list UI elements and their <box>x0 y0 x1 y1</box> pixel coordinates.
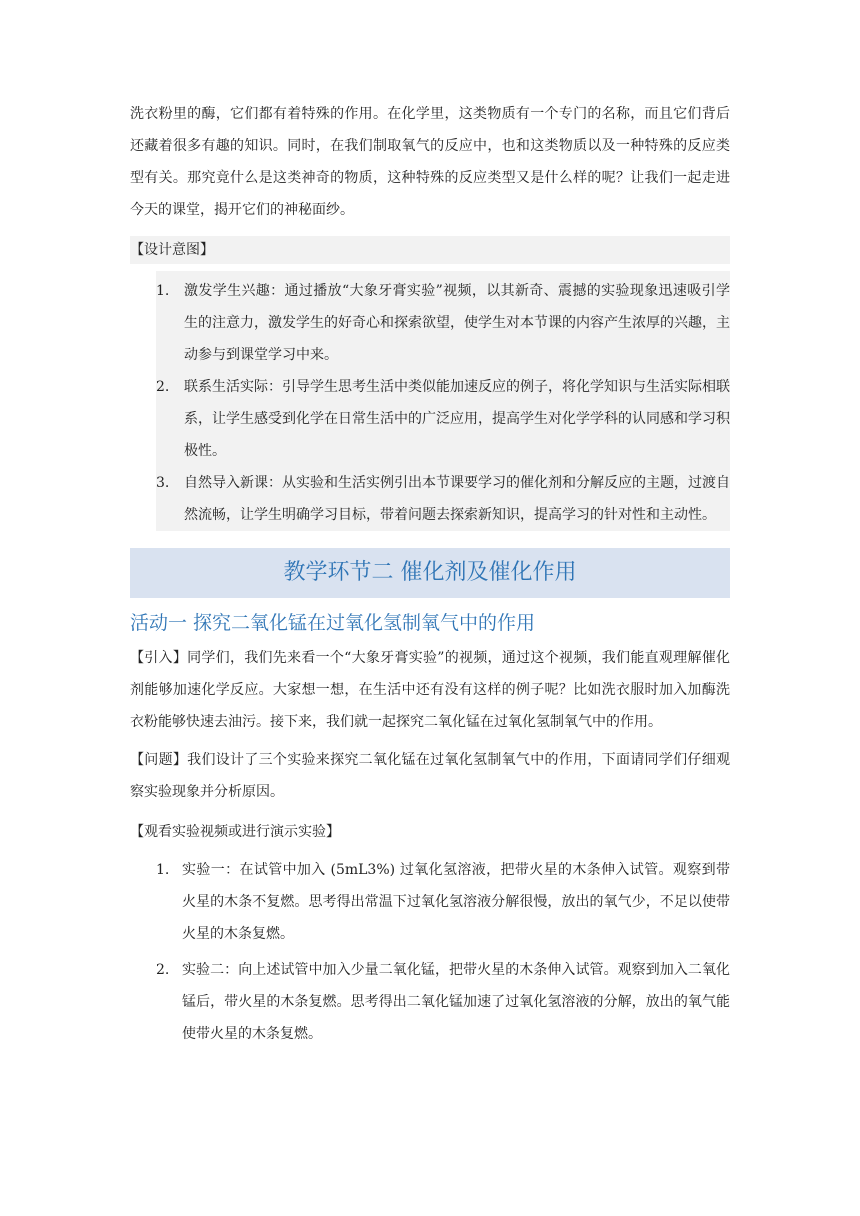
list-item <box>156 467 730 531</box>
section-title: 教学环节二 催化剂及催化作用 <box>130 548 730 598</box>
list-number: 1. <box>156 283 170 299</box>
document-content <box>130 98 730 1054</box>
list-item <box>156 275 730 371</box>
question-paragraph: 【问题】我们设计了三个实验来探究二氧化锰在过氧化氢制氧气中的作用，下面请同学们仔细观察实验现象并分析原因。 <box>130 752 730 800</box>
design-intent-heading: 【设计意图】 <box>130 236 730 264</box>
list-number: 3. <box>156 475 170 491</box>
intro-paragraph: 洗衣粉里的酶，它们都有着特殊的作用。在化学里，这类物质有一个专门的名称，而且它们背后还藏着很多有趣的知识。同时，在我们制取氧气的反应中，也和这类物质以及一种特殊的反应类型有关。那究竟什么是这类神奇的物质，这种特殊的反应类型又是什么样的呢？让我们一起走进今天的课堂，揭开它们的神秘面纱。 <box>130 106 730 218</box>
list-item <box>130 954 730 1050</box>
intro-label-paragraph: 【引入】同学们，我们先来看一个“大象牙膏实验”的视频，通过这个视频，我们能直观理解催化剂能够加速化学反应。大家想一想，在生活中还有没有这样的例子呢？比如洗衣服时加入加酶洗衣粉能够快速去油污。接下来，我们就一起探究二氧化锰在过氧化氢制氧气中的作用。 <box>130 650 730 730</box>
list-text: 联系生活实际：引导学生思考生活中类似能加速反应的例子，将化学知识与生活实际相联系，让学生感受到化学在日常生活中的广泛应用，提高学生对化学学科的认同感和学习积极性。 <box>184 379 730 459</box>
list-number: 2. <box>156 962 170 978</box>
list-text: 激发学生兴趣：通过播放“大象牙膏实验”视频，以其新奇、震撼的实验现象迅速吸引学生的注意力，激发学生的好奇心和探索欲望，使学生对本节课的内容产生浓厚的兴趣，主动参与到课堂学习中来。 <box>184 283 730 363</box>
activity-title: 活动一 探究二氧化锰在过氧化氢制氧气中的作用 <box>130 612 536 634</box>
design-intent-list <box>156 275 730 531</box>
list-number: 1. <box>156 862 170 878</box>
list-text: 自然导入新课：从实验和生活实例引出本节课要学习的催化剂和分解反应的主题，过渡自然流畅，让学生明确学习目标，带着问题去探索新知识，提高学习的针对性和主动性。 <box>184 475 730 523</box>
list-text: 实验二：向上述试管中加入少量二氧化锰，把带火星的木条伸入试管。观察到加入二氧化锰后，带火星的木条复燃。思考得出二氧化锰加速了过氧化氢溶液的分解，放出的氧气能使带火星的木条复燃。 <box>182 962 730 1042</box>
experiment-list <box>130 854 730 1050</box>
experiment-heading: 【观看实验视频或进行演示实验】 <box>130 824 340 840</box>
list-item <box>130 854 730 950</box>
design-intent-box <box>156 271 730 531</box>
list-item <box>156 371 730 467</box>
list-number: 2. <box>156 379 170 395</box>
list-text: 实验一：在试管中加入 (5mL3%) 过氧化氢溶液，把带火星的木条伸入试管。观察到带火星的木条不复燃。思考得出常温下过氧化氢溶液分解很慢，放出的氧气少，不足以使带火星的木条复燃。 <box>182 862 730 942</box>
